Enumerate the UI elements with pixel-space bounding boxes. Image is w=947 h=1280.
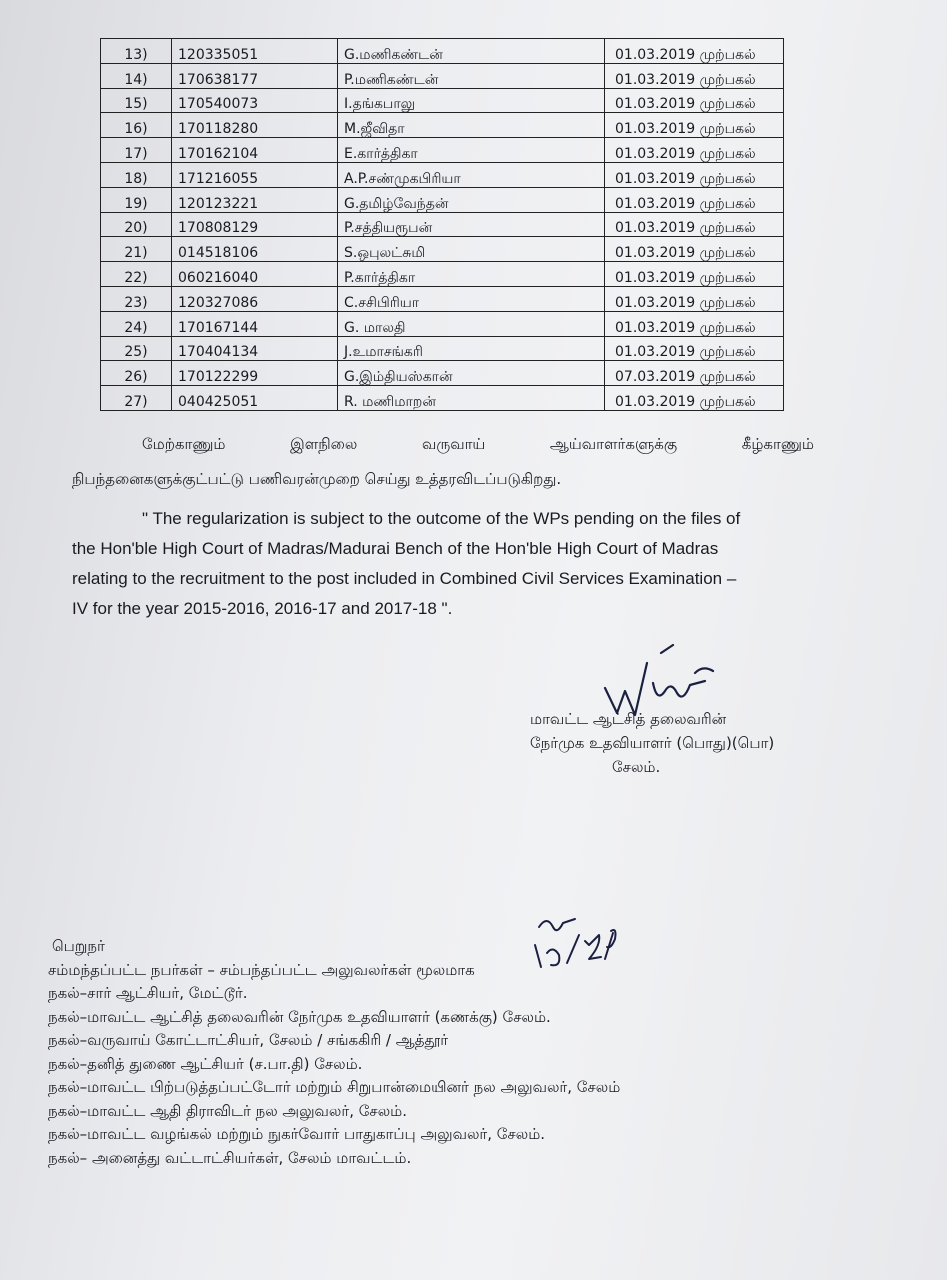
regularization-table	[100, 38, 784, 411]
recipients-heading: பெறுநர்	[52, 937, 105, 955]
english-line: relating to the recruitment to the post included in Combined Civil Services Examination –	[72, 569, 737, 588]
employee-name: G.இம்தியஸ்கான்	[338, 361, 605, 386]
employee-id: 060216040	[172, 262, 338, 287]
table-row	[101, 88, 784, 113]
table-row	[101, 386, 784, 411]
row-number: 13)	[101, 39, 172, 64]
tamil-paragraph-line1	[72, 432, 814, 456]
joining-date: 01.03.2019 முற்பகல்	[605, 187, 784, 212]
signatory-title: மாவட்ட ஆட்சித் தலைவரின்	[530, 710, 727, 728]
table-row	[101, 162, 784, 187]
joining-date: 01.03.2019 முற்பகல்	[605, 336, 784, 361]
signatory-designation: நேர்முக உதவியாளர் (பொது)(பொ)	[530, 734, 775, 752]
employee-name: E.கார்த்திகா	[338, 138, 605, 163]
copy-line: நகல்–தனித் துணை ஆட்சியர் (ச.பா.தி) சேலம்.	[48, 1054, 363, 1073]
copy-line: நகல்–மாவட்ட பிற்படுத்தப்பட்டோர் மற்றும் சிறுபான்மையினர் நல அலுவலர், சேலம்	[48, 1078, 621, 1096]
employee-name: A.P.சண்முகபிரியா	[338, 162, 605, 187]
copy-line: நகல்–மாவட்ட ஆட்சித் தலைவரின் நேர்முக உதவியாளர் (கணக்கு) சேலம்.	[48, 1007, 551, 1026]
copy-to-block	[48, 935, 768, 1170]
table-row	[101, 187, 784, 212]
employee-name: G.மணிகண்டன்	[338, 39, 605, 64]
table-row	[101, 286, 784, 311]
tamil-word: மேற்காணும்	[142, 435, 226, 453]
row-number: 18)	[101, 162, 172, 187]
row-number: 21)	[101, 237, 172, 262]
employee-name: P.சத்தியரூபன்	[338, 212, 605, 237]
row-number: 25)	[101, 336, 172, 361]
employee-name: M.ஜீவிதா	[338, 113, 605, 138]
table-row	[101, 138, 784, 163]
tamil-word: ஆய்வாளர்களுக்கு	[549, 435, 678, 453]
row-number: 22)	[101, 262, 172, 287]
records-table-wrapper	[100, 38, 784, 411]
english-line: IV for the year 2015-2016, 2016-17 and 2017-18 ".	[72, 599, 453, 618]
signature-block	[530, 707, 830, 779]
tamil-paragraph-line2: நிபந்தனைகளுக்குட்பட்டு பணிவரன்முறை செய்து உத்தரவிடப்படுகிறது.	[72, 470, 562, 488]
table-row	[101, 212, 784, 237]
employee-id: 170404134	[172, 336, 338, 361]
table-row	[101, 262, 784, 287]
employee-id: 120123221	[172, 187, 338, 212]
joining-date: 07.03.2019 முற்பகல்	[605, 361, 784, 386]
table-row	[101, 336, 784, 361]
employee-name: G. மாலதி	[338, 311, 605, 336]
copy-line: நகல்– அனைத்து வட்டாட்சியர்கள், சேலம் மாவட்டம்.	[48, 1148, 412, 1167]
joining-date: 01.03.2019 முற்பகல்	[605, 212, 784, 237]
employee-id: 170167144	[172, 311, 338, 336]
table-body	[101, 39, 784, 411]
copy-line: நகல்–மாவட்ட ஆதி திராவிடர் நல அலுவலர், சேலம்.	[48, 1101, 407, 1120]
table-row	[101, 237, 784, 262]
joining-date: 01.03.2019 முற்பகல்	[605, 88, 784, 113]
joining-date: 01.03.2019 முற்பகல்	[605, 311, 784, 336]
copy-line: நகல்–மாவட்ட வழங்கல் மற்றும் நுகர்வோர் பாதுகாப்பு அலுவலர், சேலம்.	[48, 1125, 546, 1143]
row-number: 14)	[101, 63, 172, 88]
row-number: 24)	[101, 311, 172, 336]
english-paragraph	[72, 504, 817, 624]
row-number: 17)	[101, 138, 172, 163]
employee-name: S.ஒபுலட்சுமி	[338, 237, 605, 262]
table-row	[101, 113, 784, 138]
employee-name: J.உமாசங்கரி	[338, 336, 605, 361]
signatory-place: சேலம்.	[612, 758, 661, 776]
employee-id: 170122299	[172, 361, 338, 386]
row-number: 26)	[101, 361, 172, 386]
employee-id: 171216055	[172, 162, 338, 187]
employee-id: 170540073	[172, 88, 338, 113]
employee-id: 120335051	[172, 39, 338, 64]
joining-date: 01.03.2019 முற்பகல்	[605, 162, 784, 187]
table-row	[101, 63, 784, 88]
joining-date: 01.03.2019 முற்பகல்	[605, 237, 784, 262]
employee-name: P.கார்த்திகா	[338, 262, 605, 287]
table-row	[101, 39, 784, 64]
joining-date: 01.03.2019 முற்பகல்	[605, 138, 784, 163]
employee-name: I.தங்கபாலு	[338, 88, 605, 113]
employee-name: G.தமிழ்வேந்தன்	[338, 187, 605, 212]
employee-name: C.சசிபிரியா	[338, 286, 605, 311]
tamil-word: இளநிலை	[290, 435, 358, 453]
employee-id: 170808129	[172, 212, 338, 237]
employee-id: 170162104	[172, 138, 338, 163]
table-row	[101, 311, 784, 336]
employee-id: 170638177	[172, 63, 338, 88]
row-number: 15)	[101, 88, 172, 113]
copy-line: நகல்–சார் ஆட்சியர், மேட்டூர்.	[48, 984, 248, 1002]
row-number: 16)	[101, 113, 172, 138]
joining-date: 01.03.2019 முற்பகல்	[605, 63, 784, 88]
row-number: 27)	[101, 386, 172, 411]
employee-id: 014518106	[172, 237, 338, 262]
joining-date: 01.03.2019 முற்பகல்	[605, 262, 784, 287]
joining-date: 01.03.2019 முற்பகல்	[605, 286, 784, 311]
employee-id: 040425051	[172, 386, 338, 411]
tamil-word: வருவாய்	[421, 435, 486, 453]
table-row	[101, 361, 784, 386]
copy-line: சம்மந்தப்பட்ட நபர்கள் – சம்பந்தப்பட்ட அலுவலர்கள் மூலமாக	[48, 960, 475, 979]
employee-name: R. மணிமாறன்	[338, 386, 605, 411]
joining-date: 01.03.2019 முற்பகல்	[605, 386, 784, 411]
joining-date: 01.03.2019 முற்பகல்	[605, 39, 784, 64]
row-number: 23)	[101, 286, 172, 311]
joining-date: 01.03.2019 முற்பகல்	[605, 113, 784, 138]
english-line: " The regularization is subject to the outcome of the WPs pending on the files of	[142, 509, 741, 528]
employee-id: 120327086	[172, 286, 338, 311]
row-number: 19)	[101, 187, 172, 212]
english-line: the Hon'ble High Court of Madras/Madurai Bench of the Hon'ble High Court of Madras	[72, 539, 719, 558]
row-number: 20)	[101, 212, 172, 237]
copy-line: நகல்–வருவாய் கோட்டாட்சியர், சேலம் / சங்ககிரி / ஆத்தூர்	[48, 1031, 449, 1049]
employee-id: 170118280	[172, 113, 338, 138]
tamil-word: கீழ்காணும்	[741, 435, 814, 453]
employee-name: P.மணிகண்டன்	[338, 63, 605, 88]
